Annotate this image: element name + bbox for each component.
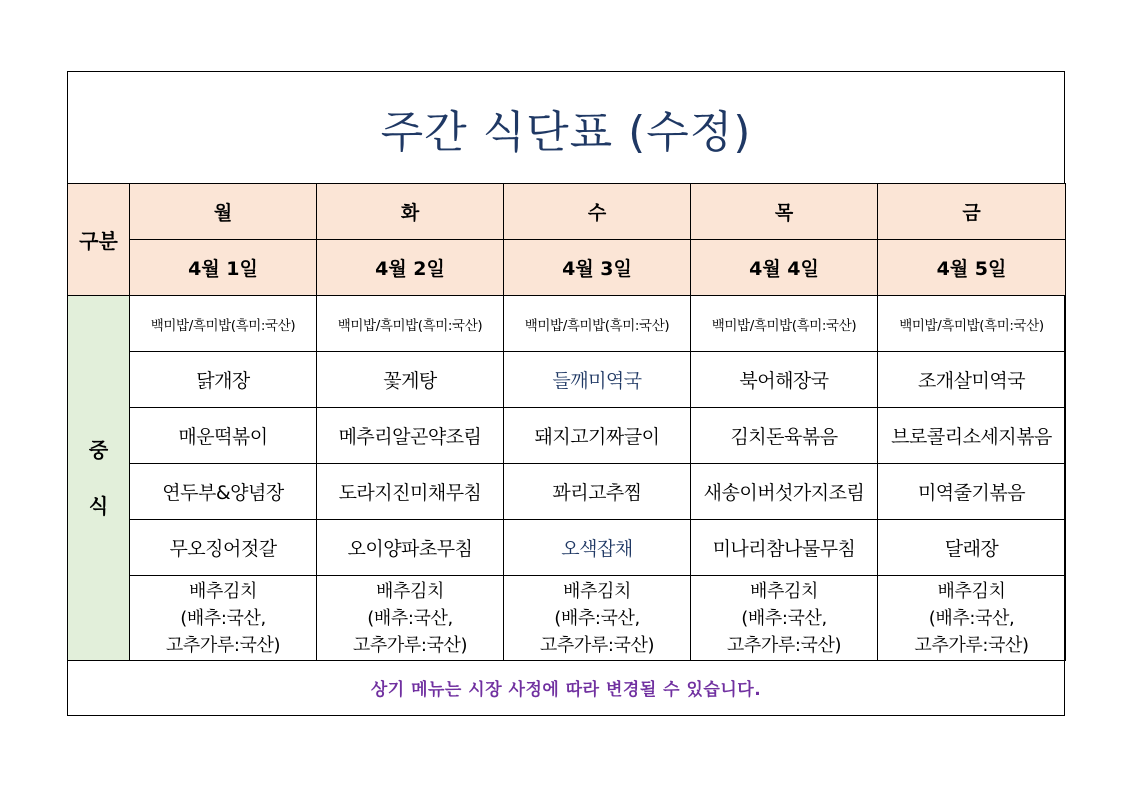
date-header-thu: 4월 4일	[691, 240, 878, 296]
soup-cell-wed: 들깨미역국	[504, 352, 691, 408]
side-dish-1-cell-mon: 연두부&양념장	[130, 464, 317, 520]
kimchi-origin-1: (배추:국산,	[554, 607, 640, 629]
kimchi-cell-fri	[878, 576, 1066, 661]
date-header-fri: 4월 5일	[878, 240, 1066, 296]
category-header-cell	[68, 184, 130, 296]
rice-row	[68, 296, 1066, 352]
main-dish-cell-thu: 김치돈육볶음	[691, 408, 878, 464]
kimchi-origin-2: 고추가루:국산)	[165, 634, 281, 656]
soup-row	[68, 352, 1066, 408]
date-header-wed: 4월 3일	[504, 240, 691, 296]
main-dish-cell-wed: 돼지고기짜글이	[504, 408, 691, 464]
kimchi-origin-2: 고추가루:국산)	[726, 634, 842, 656]
lunch-label-char-2: 식	[88, 494, 109, 518]
day-header-tue: 화	[317, 184, 504, 240]
day-header-fri: 금	[878, 184, 1066, 240]
kimchi-name: 배추김치	[750, 580, 818, 602]
rice-cell-wed: 백미밥/흑미밥(흑미:국산)	[504, 296, 691, 352]
side-dish-2-cell-tue: 오이양파초무침	[317, 520, 504, 576]
day-row	[68, 184, 1066, 240]
day-header-wed: 수	[504, 184, 691, 240]
main-dish-cell-tue: 메추리알곤약조림	[317, 408, 504, 464]
rice-cell-tue: 백미밥/흑미밥(흑미:국산)	[317, 296, 504, 352]
rice-cell-mon: 백미밥/흑미밥(흑미:국산)	[130, 296, 317, 352]
side-dish-row-2	[68, 520, 1066, 576]
rice-cell-thu: 백미밥/흑미밥(흑미:국산)	[691, 296, 878, 352]
date-row	[68, 240, 1066, 296]
kimchi-row	[68, 576, 1066, 661]
side-dish-1-cell-thu: 새송이버섯가지조림	[691, 464, 878, 520]
kimchi-cell-mon	[130, 576, 317, 661]
side-dish-2-cell-mon: 무오징어젓갈	[130, 520, 317, 576]
weekly-menu-table	[67, 183, 1066, 661]
rice-cell-fri: 백미밥/흑미밥(흑미:국산)	[878, 296, 1066, 352]
lunch-label-cell	[68, 296, 130, 661]
day-header-mon: 월	[130, 184, 317, 240]
soup-cell-thu: 북어해장국	[691, 352, 878, 408]
kimchi-cell-thu	[691, 576, 878, 661]
side-dish-2-cell-wed: 오색잡채	[504, 520, 691, 576]
page-title: 주간 식단표 (수정)	[380, 107, 752, 158]
kimchi-origin-2: 고추가루:국산)	[352, 634, 468, 656]
kimchi-name: 배추김치	[376, 580, 444, 602]
menu-change-notice: 상기 메뉴는 시장 사정에 따라 변경될 수 있습니다.	[370, 679, 762, 700]
date-header-tue: 4월 2일	[317, 240, 504, 296]
lunch-label-char-1: 중	[88, 438, 109, 462]
kimchi-name: 배추김치	[189, 580, 257, 602]
side-dish-1-cell-tue: 도라지진미채무침	[317, 464, 504, 520]
date-header-mon: 4월 1일	[130, 240, 317, 296]
kimchi-origin-1: (배추:국산,	[928, 607, 1015, 629]
main-dish-row	[68, 408, 1066, 464]
kimchi-origin-2: 고추가루:국산)	[914, 634, 1029, 656]
menu-sheet	[67, 71, 1065, 716]
soup-cell-mon: 닭개장	[130, 352, 317, 408]
category-label: 구분	[79, 229, 118, 253]
kimchi-name: 배추김치	[937, 580, 1006, 602]
main-dish-cell-fri: 브로콜리소세지볶음	[878, 408, 1066, 464]
kimchi-cell-wed	[504, 576, 691, 661]
soup-cell-tue: 꽃게탕	[317, 352, 504, 408]
side-dish-1-cell-fri: 미역줄기볶음	[878, 464, 1066, 520]
kimchi-origin-2: 고추가루:국산)	[539, 634, 655, 656]
kimchi-origin-1: (배추:국산,	[367, 607, 453, 629]
side-dish-row-1	[68, 464, 1066, 520]
kimchi-name: 배추김치	[563, 580, 631, 602]
kimchi-origin-1: (배추:국산,	[180, 607, 266, 629]
kimchi-cell-tue	[317, 576, 504, 661]
main-dish-cell-mon: 매운떡볶이	[130, 408, 317, 464]
side-dish-1-cell-wed: 꽈리고추찜	[504, 464, 691, 520]
side-dish-2-cell-thu: 미나리참나물무침	[691, 520, 878, 576]
soup-cell-fri: 조개살미역국	[878, 352, 1066, 408]
kimchi-origin-1: (배추:국산,	[741, 607, 827, 629]
side-dish-2-cell-fri: 달래장	[878, 520, 1066, 576]
day-header-thu: 목	[691, 184, 878, 240]
